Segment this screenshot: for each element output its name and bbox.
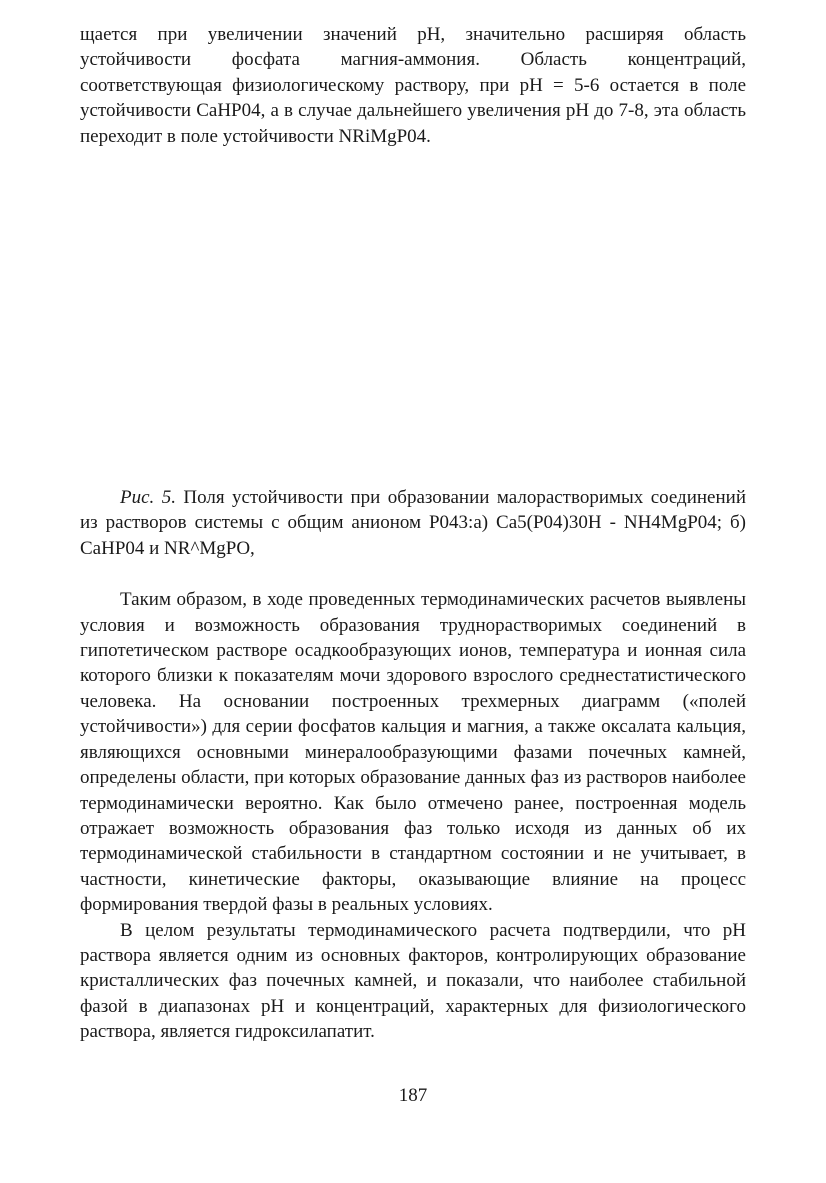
paragraph-conclusion-1: Таким образом, в ходе проведенных термодинамических расчетов выявлены условия и возможность образования труднорастворимых соединений в гипотетическом растворе осадкообразующих ионов, температура и ионная сила которого близки к показателям мочи здорового взрослого среднестатистического человека. На основании построенных трехмерных диаграмм («полей устойчивости») для серии фосфатов кальция и магния, а также оксалата кальция, являющихся основными минералообразующими фазами почечных камней, определены области, при которых образование данных фаз из растворов наиболее термодинамически вероятно. Как было отмечено ранее, построенная модель отражает возможность образования фаз только исходя из данных об их термодинамической стабильности в стандартном состоянии и не учитывает, в частности, кинетические факторы, оказывающие влияние на процесс формирования твердой фазы в реальных условиях. xyxy=(80,589,746,916)
paragraph-conclusion-2: В целом результаты термодинамического расчета подтвердили, что рН раствора является одним из основных факторов, контролирующих образование кристаллических фаз почечных камней, и показали, что наиболее стабильной фазой в диапазонах рН и концентраций, характерных для физиологического раствора, является гидроксилапатит. xyxy=(80,919,746,1043)
page-number: 187 xyxy=(398,1085,428,1106)
figure-caption xyxy=(80,485,746,561)
section-spacer xyxy=(80,561,746,587)
figure-label: Рис. 5. xyxy=(120,487,176,509)
figure-area xyxy=(80,149,746,485)
paragraph-top: щается при увеличении значений рН, значительно расширяя область устойчивости фосфата магния-аммония. Область концентраций, соответствующая физиологическому раствору, при рН = 5-6 остается в поле устойчивости СаНР04, а в случае дальнейшего увеличения рН до 7-8, эта область переходит в поле устойчивости NRiMgP04. xyxy=(80,24,746,147)
page-body xyxy=(80,22,746,1045)
figure-caption-text: Поля устойчивости при образовании малорастворимых соединений из растворов системы с общим анионом Р043:а) Са5(Р04)30Н - NH4MgP04; б) СаНР04 и NR^MgPO, xyxy=(80,487,746,559)
